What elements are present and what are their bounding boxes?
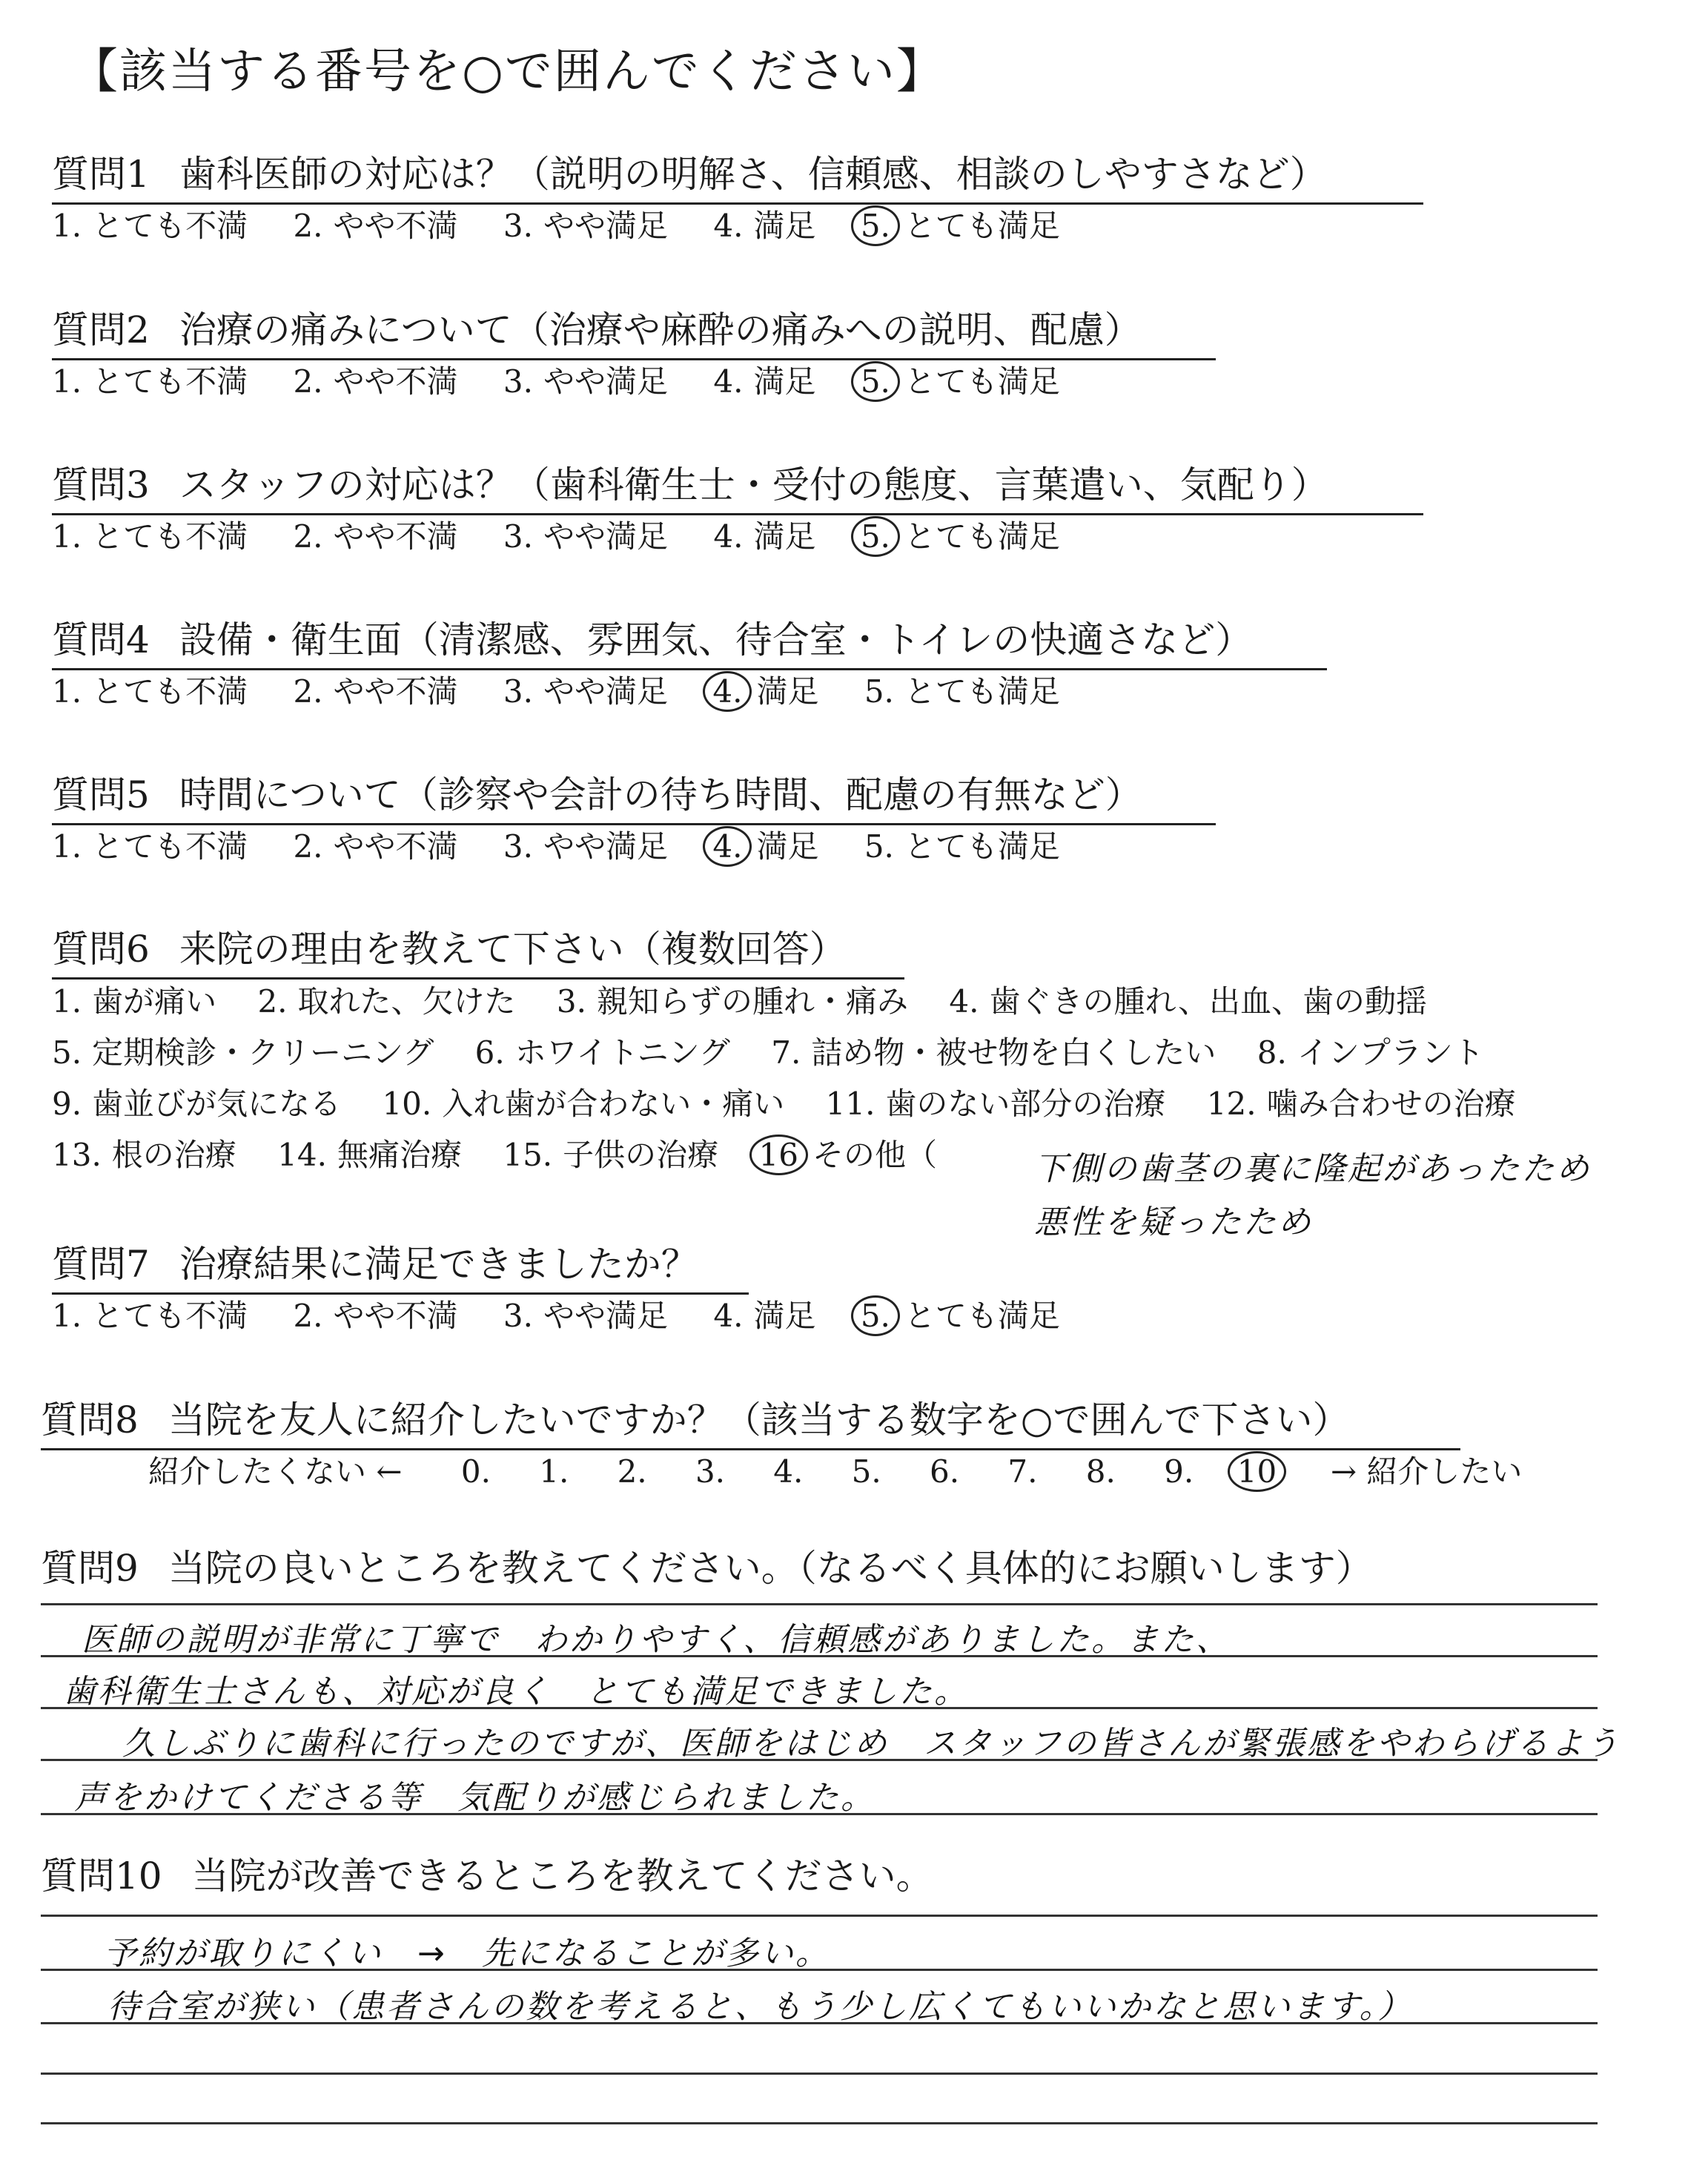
q9-rule-3	[41, 1707, 1598, 1709]
q9-answer-line-3: 久しぶりに歯科に行ったのですが、医師をはじめ スタッフの皆さんが緊張感をやわらげるよう	[122, 1725, 1621, 1763]
q4-option-2[interactable]: 2. やや不満	[293, 673, 458, 710]
q3-options	[52, 512, 1096, 557]
q8-score-3[interactable]: 3.	[695, 1453, 726, 1490]
q6-option-14[interactable]: 14. 無痛治療	[277, 1137, 462, 1173]
q8-text: 当院を友人に紹介したいですか？（該当する数字を○で囲んで下さい）	[168, 1398, 1350, 1441]
q2-option-5-selected[interactable]: 5. とても満足	[861, 357, 1060, 402]
q8-left-label: 紹介したくない ←	[148, 1453, 403, 1490]
q8-number: 質問8	[41, 1398, 139, 1441]
q3-option-4[interactable]: 4. 満足	[713, 518, 816, 555]
q6-option-5[interactable]: 5. 定期検診・クリーニング	[52, 1034, 434, 1071]
q5-option-5[interactable]: 5. とても満足	[864, 828, 1060, 865]
q6-option-7[interactable]: 7. 詰め物・被せ物を白くしたい	[771, 1034, 1217, 1071]
q3-number: 質問3	[52, 463, 150, 506]
q6-other-handwritten-line-1: 下側の歯茎の裏に隆起があったため	[1034, 1150, 1592, 1188]
q4-option-4-selected[interactable]: 4. 満足	[713, 667, 818, 712]
q10-rule-2	[41, 1969, 1598, 1971]
q4-options	[52, 667, 1096, 712]
q5-text: 時間について（診察や会計の待ち時間、配慮の有無など）	[179, 773, 1142, 816]
q1-number: 質問1	[52, 153, 150, 196]
q9-answer-line-1: 医師の説明が非常に丁寧で わかりやすく、信頼感がありました。また、	[82, 1621, 1231, 1659]
q10-heading	[41, 1846, 933, 1904]
q9-rule-4	[41, 1759, 1598, 1761]
q3-text: スタッフの対応は？（歯科衛生士・受付の態度、言葉遣い、気配り）	[179, 463, 1328, 506]
q6-option-12[interactable]: 12. 噛み合わせの治療	[1206, 1086, 1516, 1122]
q7-option-5-selected[interactable]: 5. とても満足	[861, 1292, 1060, 1336]
q7-option-4[interactable]: 4. 満足	[713, 1298, 816, 1334]
q8-score-1[interactable]: 1.	[539, 1453, 569, 1490]
q10-rule-4	[41, 2073, 1598, 2075]
q2-options	[52, 357, 1096, 402]
q2-option-1[interactable]: 1. とても不満	[52, 363, 248, 400]
q8-score-9[interactable]: 9.	[1164, 1453, 1194, 1490]
q8-score-7[interactable]: 7.	[1007, 1453, 1038, 1490]
q10-rule-5	[41, 2122, 1598, 2124]
q1-option-2[interactable]: 2. やや不満	[293, 208, 458, 244]
q2-option-2[interactable]: 2. やや不満	[293, 363, 458, 400]
q10-number: 質問10	[41, 1855, 162, 1898]
q6-options-line-2	[52, 1028, 1515, 1073]
q10-text: 当院が改善できるところを教えてください。	[191, 1855, 933, 1898]
q5-heading	[52, 765, 1216, 825]
q2-number: 質問2	[52, 308, 150, 351]
q8-scale	[148, 1447, 1522, 1492]
q6-option-16-selected[interactable]: 16 その他（	[760, 1131, 937, 1175]
q3-option-2[interactable]: 2. やや不満	[293, 518, 458, 555]
q9-rule-2	[41, 1655, 1598, 1657]
q10-rule-1	[41, 1915, 1598, 1917]
q9-answer-line-4: 声をかけてくださる等 気配りが感じられました。	[74, 1779, 875, 1817]
q5-options	[52, 822, 1096, 867]
q6-heading	[52, 919, 904, 980]
q6-option-9[interactable]: 9. 歯並びが気になる	[52, 1086, 342, 1122]
q4-option-1[interactable]: 1. とても不満	[52, 673, 248, 710]
q9-answer-line-2: 歯科衛生士さんも、対応が良く とても満足できました。	[63, 1673, 969, 1711]
q2-option-4[interactable]: 4. 満足	[713, 363, 816, 400]
q3-option-3[interactable]: 3. やや満足	[503, 518, 668, 555]
q4-option-3[interactable]: 3. やや満足	[503, 673, 668, 710]
q4-number: 質問4	[52, 618, 150, 661]
q6-option-10[interactable]: 10. 入れ歯が合わない・痛い	[382, 1086, 785, 1122]
q10-answer-line-2: 待合室が狭い（患者さんの数を考えると、もう少し広くてもいいかなと思います。）	[107, 1988, 1413, 2026]
q1-option-1[interactable]: 1. とても不満	[52, 208, 248, 244]
q1-option-5-selected[interactable]: 5. とても満足	[861, 202, 1060, 246]
q9-heading	[41, 1539, 1373, 1596]
q9-rule-5	[41, 1813, 1598, 1815]
q6-option-11[interactable]: 11. 歯のない部分の治療	[825, 1086, 1166, 1122]
q10-rule-3	[41, 2022, 1598, 2024]
q7-heading	[52, 1235, 749, 1295]
q5-option-4-selected[interactable]: 4. 満足	[713, 822, 818, 867]
q1-option-3[interactable]: 3. やや満足	[503, 208, 668, 244]
q4-heading	[52, 610, 1327, 670]
q7-text: 治療結果に満足できましたか？	[179, 1243, 698, 1286]
q1-option-4[interactable]: 4. 満足	[713, 208, 816, 244]
q6-option-4[interactable]: 4. 歯ぐきの腫れ、出血、歯の動揺	[949, 983, 1427, 1020]
q5-option-3[interactable]: 3. やや満足	[503, 828, 668, 865]
q2-text: 治療の痛みについて（治療や麻酔の痛みへの説明、配慮）	[179, 308, 1142, 351]
q10-answer-line-1: 予約が取りにくい → 先になることが多い。	[104, 1935, 830, 1972]
q3-option-1[interactable]: 1. とても不満	[52, 518, 248, 555]
q3-option-5-selected[interactable]: 5. とても満足	[861, 512, 1060, 557]
q8-score-5[interactable]: 5.	[851, 1453, 881, 1490]
q8-right-label: → 紹介したい	[1330, 1453, 1523, 1490]
q9-rule-1	[41, 1603, 1598, 1605]
q7-option-2[interactable]: 2. やや不満	[293, 1298, 458, 1334]
q6-option-15[interactable]: 15. 子供の治療	[503, 1137, 719, 1173]
q6-other-handwritten-line-2: 悪性を疑ったため	[1034, 1203, 1313, 1241]
form-title: 【該当する番号を○で囲んでください】	[70, 44, 945, 99]
q5-number: 質問5	[52, 773, 150, 816]
q8-score-0[interactable]: 0.	[460, 1453, 491, 1490]
q6-option-13[interactable]: 13. 根の治療	[52, 1137, 236, 1173]
q1-options	[52, 202, 1096, 246]
q1-heading	[52, 145, 1423, 205]
q6-options-line-3	[52, 1080, 1547, 1124]
q8-heading	[41, 1390, 1460, 1450]
q6-number: 質問6	[52, 928, 150, 971]
q4-option-5[interactable]: 5. とても満足	[864, 673, 1060, 710]
q6-option-8[interactable]: 8. インプラント	[1257, 1034, 1484, 1071]
q8-score-4[interactable]: 4.	[773, 1453, 804, 1490]
q6-options-line-1	[52, 977, 1458, 1022]
q3-heading	[52, 455, 1423, 515]
q8-score-10-selected[interactable]: 10	[1223, 1451, 1291, 1492]
q7-option-1[interactable]: 1. とても不満	[52, 1298, 248, 1334]
q6-text: 来院の理由を教えて下さい（複数回答）	[179, 928, 847, 971]
q9-number: 質問9	[41, 1547, 139, 1590]
q2-option-3[interactable]: 3. やや満足	[503, 363, 668, 400]
q6-options-line-4	[52, 1131, 968, 1175]
q7-number: 質問7	[52, 1243, 150, 1286]
q6-option-2[interactable]: 2. 取れた、欠けた	[257, 983, 516, 1020]
q2-heading	[52, 300, 1216, 360]
q5-option-2[interactable]: 2. やや不満	[293, 828, 458, 865]
q7-options	[52, 1292, 1096, 1336]
q1-text: 歯科医師の対応は？（説明の明解さ、信頼感、相談のしやすさなど）	[179, 153, 1327, 196]
q6-option-6[interactable]: 6. ホワイトニング	[474, 1034, 730, 1071]
q6-option-1[interactable]: 1. 歯が痛い	[52, 983, 217, 1020]
q8-score-8[interactable]: 8.	[1085, 1453, 1116, 1490]
q8-score-6[interactable]: 6.	[930, 1453, 960, 1490]
q9-text: 当院の良いところを教えてください。（なるべく具体的にお願いします）	[168, 1547, 1373, 1590]
q5-option-1[interactable]: 1. とても不満	[52, 828, 248, 865]
q8-score-2[interactable]: 2.	[617, 1453, 647, 1490]
q7-option-3[interactable]: 3. やや満足	[503, 1298, 668, 1334]
q6-option-3[interactable]: 3. 親知らずの腫れ・痛み	[556, 983, 908, 1020]
q4-text: 設備・衛生面（清潔感、雰囲気、待合室・トイレの快適さなど）	[179, 618, 1253, 661]
